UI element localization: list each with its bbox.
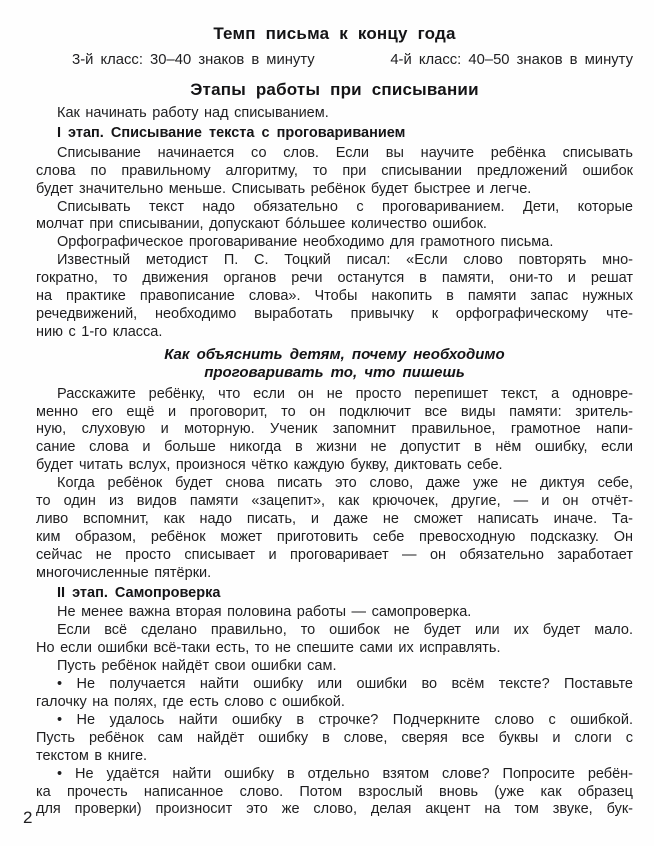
tempo-grade3: 3-й класс: 30–40 знаков в минуту	[72, 52, 315, 68]
text-line: Как объяснить детям, почему необходимо	[164, 345, 505, 363]
text-line: нию с 1-го класса.	[36, 323, 163, 340]
paragraph-5	[36, 386, 633, 476]
text-line: молчат при списывании, допускают бо́льшее количество ошибок.	[36, 216, 487, 233]
text-line: для проверки) произносит это же слово, делая акцент на том звуке, бук-	[36, 801, 633, 818]
subheading-explain	[36, 346, 633, 382]
page-number: 2	[23, 808, 33, 827]
stages-title: Этапы работы при списывании	[190, 80, 479, 99]
text-line: сание слова и больше никогда в жизни не допустит в нём ошибку, если	[36, 439, 633, 456]
text-line: Но если ошибки всё-таки есть, то не спешите сами их исправлять.	[36, 640, 501, 657]
text-line: то один из видов памяти «зацепит», как крючочек, другие, — и он отчёт-	[36, 493, 633, 510]
page-content	[36, 24, 633, 819]
text-line: Расскажите ребёнку, что если он не просто перепишет текст, а одновре-	[57, 385, 633, 402]
text-line: галочку на полях, где есть слово с ошибкой.	[36, 694, 345, 710]
paragraph-3	[36, 234, 633, 252]
text-line: текстом в книге.	[36, 747, 148, 764]
paragraph-6	[36, 475, 633, 582]
text-line: • Не удалось найти ошибку в строчке? Подчеркните слово с ошибкой.	[57, 711, 633, 728]
text-line: Не менее важна вторая половина работы — самопроверка.	[57, 604, 472, 621]
text-line: ливо вспомнит, как надо писать, и даже не сможет написать иначе. Та-	[36, 510, 633, 527]
paragraph-intro	[36, 105, 633, 123]
text-line: • Не получается найти ошибку или ошибки во всём тексте? Поставьте	[57, 676, 633, 693]
text-line: на практике правописание слова». Чтобы накопить в памяти запас нужных	[36, 288, 633, 305]
tempo-title: Темп письма к концу года	[213, 24, 456, 43]
stage1-heading: I этап. Списывание текста с проговариванием	[57, 124, 406, 141]
text-line: Когда ребёнок будет снова писать это слово, даже уже не диктуя себе,	[57, 475, 633, 492]
text-line: проговаривать то, что пишешь	[204, 363, 465, 381]
bullet-item-1	[36, 676, 633, 712]
text-line: ка прочесть написанное слово. Потом взрослый вновь (уже как образец	[36, 783, 633, 800]
text-line: Как начинать работу над списыванием.	[57, 105, 329, 121]
text-line: ким образом, ребёнок может приготовить себе превосходную подсказку. Он	[36, 528, 633, 545]
text-line: речедвижений, необходимо выработать привычку к орфографическому чте-	[36, 305, 633, 322]
text-line: Пусть ребёнок найдёт свои ошибки сам.	[57, 658, 337, 675]
text-line: слова по правильному алгоритму, то при списывании предложений ошибок	[36, 162, 633, 179]
paragraph-4	[36, 252, 633, 342]
paragraph-2	[36, 199, 633, 235]
text-line: Если всё сделано правильно, то ошибок не будет или их будет мало.	[57, 622, 633, 639]
paragraph-7	[36, 604, 633, 622]
text-line: Списывание начинается со слов. Если вы научите ребёнка списывать	[57, 144, 633, 161]
text-line: Списывать текст надо обязательно с проговариванием. Дети, которые	[57, 198, 633, 215]
tempo-line	[36, 51, 633, 69]
text-line: будет значительно меньше. Списывать ребёнок будет быстрее и легче.	[36, 180, 532, 197]
paragraph-1	[36, 145, 633, 199]
paragraph-8	[36, 622, 633, 658]
text-line: Известный методист П. С. Тоцкий писал: «Если слово повторять мно-	[57, 252, 633, 269]
stage2-heading: II этап. Самопроверка	[57, 584, 221, 601]
text-line: Пусть ребёнок сам найдёт ошибку в слове, сверяя все буквы и слоги с	[36, 729, 633, 746]
bullet-item-2	[36, 712, 633, 766]
text-line: Орфографическое проговаривание необходимо для грамотного письма.	[57, 234, 554, 251]
text-line: ную, слуховую и моторную. Ученик запомнит правильное, грамотное напи-	[36, 421, 633, 438]
paragraph-9	[36, 658, 633, 676]
text-line: сейчас не просто списывает и проговаривает — он обязательно заработает	[36, 546, 633, 563]
tempo-grade4: 4-й класс: 40–50 знаков в минуту	[390, 52, 633, 68]
bullet-item-3	[36, 766, 633, 820]
text-line: • Не удаётся найти ошибку в отдельно взятом слове? Попросите ребён-	[57, 765, 633, 782]
text-line: многочисленные пятёрки.	[36, 564, 212, 581]
text-line: гократно, то движения органов речи останутся в памяти, они-то и решат	[36, 270, 633, 287]
text-line: менно его ещё и проговорит, то он подключит все виды памяти: зритель-	[36, 403, 633, 420]
text-line: будет читать вслух, произнося чётко каждую букву, диктовать себе.	[36, 457, 503, 474]
